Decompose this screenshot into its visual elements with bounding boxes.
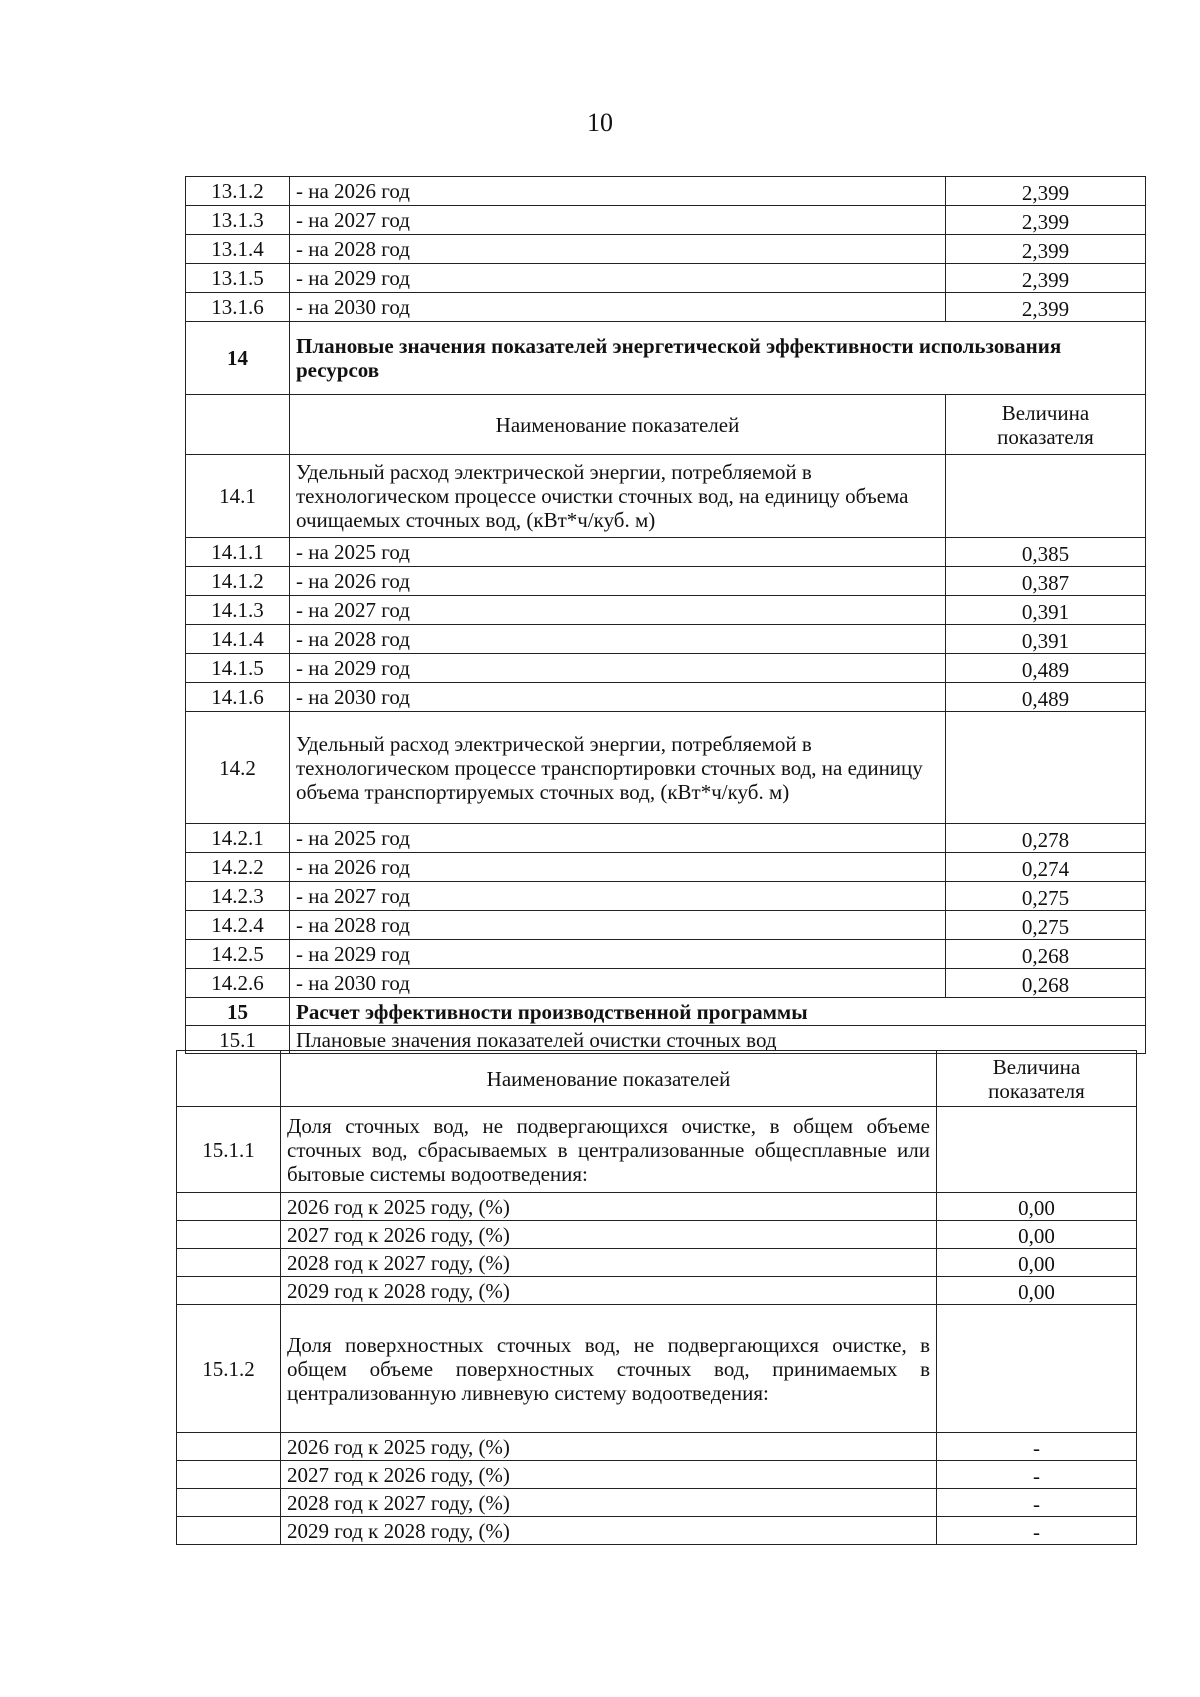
table-row — [177, 1461, 1137, 1489]
section-title: Плановые значения показателей энергетической эффективности использования ресурсов — [290, 322, 1146, 395]
row-number: 14.2.2 — [186, 853, 290, 882]
section-number: 14 — [186, 322, 290, 395]
row-label: 2027 год к 2026 году, (%) — [281, 1221, 937, 1249]
row-value: 0,489 — [946, 654, 1146, 683]
row-value: 0,391 — [946, 596, 1146, 625]
row-label: 2026 год к 2025 году, (%) — [281, 1433, 937, 1461]
row-number: 14.1.5 — [186, 654, 290, 683]
row-value: 2,399 — [946, 235, 1146, 264]
table-row — [186, 969, 1146, 998]
row-label: 2028 год к 2027 году, (%) — [281, 1489, 937, 1517]
row-value: 2,399 — [946, 293, 1146, 322]
table-row — [186, 654, 1146, 683]
indicator-row — [177, 1107, 1137, 1193]
row-label: - на 2029 год — [290, 654, 946, 683]
row-label: 2028 год к 2027 году, (%) — [281, 1249, 937, 1277]
row-label: - на 2028 год — [290, 625, 946, 654]
row-value: 0,391 — [946, 625, 1146, 654]
row-number: 13.1.4 — [186, 235, 290, 264]
table-row — [177, 1517, 1137, 1545]
indicator-text: Удельный расход электрической энергии, потребляемой в технологическом процессе транспортировки сточных вод, на единицу объема транспортируемых сточных вод, (кВт*ч/куб. м) — [290, 712, 946, 824]
indicator-value-empty — [937, 1305, 1137, 1433]
header-empty-cell — [177, 1051, 281, 1107]
row-value: - — [937, 1461, 1137, 1489]
row-number: 14.2.6 — [186, 969, 290, 998]
row-label: - на 2025 год — [290, 538, 946, 567]
indicator-row — [186, 455, 1146, 538]
table-row — [177, 1433, 1137, 1461]
row-number: 13.1.5 — [186, 264, 290, 293]
row-value: 0,275 — [946, 911, 1146, 940]
indicator-number: 14.1 — [186, 455, 290, 538]
table-row — [186, 264, 1146, 293]
page-number: 10 — [587, 108, 613, 137]
row-number-empty — [177, 1249, 281, 1277]
row-number: 13.1.3 — [186, 206, 290, 235]
row-number-empty — [177, 1277, 281, 1305]
row-number-empty — [177, 1221, 281, 1249]
row-label: 2029 год к 2028 году, (%) — [281, 1517, 937, 1545]
table-row — [186, 882, 1146, 911]
subsection-title: Плановые значения показателей очистки сточных вод — [290, 1026, 1146, 1054]
row-label: - на 2026 год — [290, 567, 946, 596]
header-value: Величина показателя — [937, 1051, 1137, 1107]
indicator-text: Удельный расход электрической энергии, потребляемой в технологическом процессе очистки сточных вод, на единицу объема очищаемых сточных вод, (кВт*ч/куб. м) — [290, 455, 946, 538]
row-label: - на 2030 год — [290, 969, 946, 998]
table-row — [186, 235, 1146, 264]
row-number: 14.2.5 — [186, 940, 290, 969]
row-number-empty — [177, 1489, 281, 1517]
row-label: 2026 год к 2025 году, (%) — [281, 1193, 937, 1221]
row-value: 0,275 — [946, 882, 1146, 911]
row-label: - на 2029 год — [290, 264, 946, 293]
row-value: 0,387 — [946, 567, 1146, 596]
row-label: - на 2029 год — [290, 940, 946, 969]
indicator-number: 15.1.2 — [177, 1305, 281, 1433]
table-row — [186, 293, 1146, 322]
table-row — [186, 625, 1146, 654]
table-row — [177, 1221, 1137, 1249]
header-row — [177, 1051, 1137, 1107]
row-number: 14.1.6 — [186, 683, 290, 712]
row-number-empty — [177, 1461, 281, 1489]
indicators-table-lower — [176, 1050, 1137, 1545]
row-label: - на 2027 год — [290, 596, 946, 625]
row-value: 0,278 — [946, 824, 1146, 853]
row-label: - на 2027 год — [290, 206, 946, 235]
indicator-text: Доля поверхностных сточных вод, не подвергающихся очистке, в общем объеме поверхностных сточных вод, принимаемых в централизованную ливневую систему водоотведения: — [281, 1305, 937, 1433]
row-value: 0,00 — [937, 1221, 1137, 1249]
row-label: - на 2027 год — [290, 882, 946, 911]
table-row — [186, 853, 1146, 882]
indicator-number: 14.2 — [186, 712, 290, 824]
row-number: 14.2.3 — [186, 882, 290, 911]
table-row — [186, 824, 1146, 853]
row-number-empty — [177, 1193, 281, 1221]
row-value: 2,399 — [946, 206, 1146, 235]
indicator-value-empty — [946, 455, 1146, 538]
indicators-table-upper — [185, 176, 1146, 1054]
indicator-row — [186, 712, 1146, 824]
row-number: 14.1.4 — [186, 625, 290, 654]
row-value: - — [937, 1517, 1137, 1545]
table-row — [177, 1249, 1137, 1277]
header-row — [186, 395, 1146, 455]
indicator-row — [177, 1305, 1137, 1433]
row-value: 2,399 — [946, 264, 1146, 293]
table-row — [186, 683, 1146, 712]
row-value: 0,00 — [937, 1193, 1137, 1221]
row-value: 0,00 — [937, 1249, 1137, 1277]
table-row — [177, 1193, 1137, 1221]
section-number: 15 — [186, 998, 290, 1026]
indicator-number: 15.1.1 — [177, 1107, 281, 1193]
row-label: - на 2028 год — [290, 911, 946, 940]
row-value: 0,385 — [946, 538, 1146, 567]
row-value: - — [937, 1489, 1137, 1517]
row-number-empty — [177, 1517, 281, 1545]
indicator-value-empty — [937, 1107, 1137, 1193]
section-title: Расчет эффективности производственной программы — [290, 998, 1146, 1026]
table-row — [186, 567, 1146, 596]
table-row — [186, 177, 1146, 206]
row-value: 0,268 — [946, 969, 1146, 998]
table-row — [177, 1277, 1137, 1305]
row-label: - на 2026 год — [290, 177, 946, 206]
table-row — [186, 538, 1146, 567]
row-value: 2,399 — [946, 177, 1146, 206]
row-number: 14.1.2 — [186, 567, 290, 596]
row-number-empty — [177, 1433, 281, 1461]
section-row — [186, 322, 1146, 395]
row-number: 14.1.3 — [186, 596, 290, 625]
table-row — [186, 911, 1146, 940]
table-row — [177, 1489, 1137, 1517]
row-value: 0,489 — [946, 683, 1146, 712]
section-row — [186, 998, 1146, 1026]
table-row — [186, 940, 1146, 969]
row-label: - на 2025 год — [290, 824, 946, 853]
table-row — [186, 206, 1146, 235]
row-value: 0,00 — [937, 1277, 1137, 1305]
header-empty-cell — [186, 395, 290, 455]
row-label: 2029 год к 2028 году, (%) — [281, 1277, 937, 1305]
row-number: 13.1.6 — [186, 293, 290, 322]
header-name: Наименование показателей — [281, 1051, 937, 1107]
row-label: 2027 год к 2026 году, (%) — [281, 1461, 937, 1489]
table-row — [186, 596, 1146, 625]
row-label: - на 2030 год — [290, 683, 946, 712]
row-number: 13.1.2 — [186, 177, 290, 206]
row-label: - на 2028 год — [290, 235, 946, 264]
row-number: 14.2.4 — [186, 911, 290, 940]
subsection-number: 15.1 — [186, 1026, 290, 1054]
row-value: 0,274 — [946, 853, 1146, 882]
row-label: - на 2030 год — [290, 293, 946, 322]
header-value: Величина показателя — [946, 395, 1146, 455]
row-value: - — [937, 1433, 1137, 1461]
row-value: 0,268 — [946, 940, 1146, 969]
indicator-text: Доля сточных вод, не подвергающихся очистке, в общем объеме сточных вод, сбрасываемых в централизованные общесплавные или бытовые системы водоотведения: — [281, 1107, 937, 1193]
header-name: Наименование показателей — [290, 395, 946, 455]
row-number: 14.1.1 — [186, 538, 290, 567]
row-label: - на 2026 год — [290, 853, 946, 882]
indicator-value-empty — [946, 712, 1146, 824]
row-number: 14.2.1 — [186, 824, 290, 853]
